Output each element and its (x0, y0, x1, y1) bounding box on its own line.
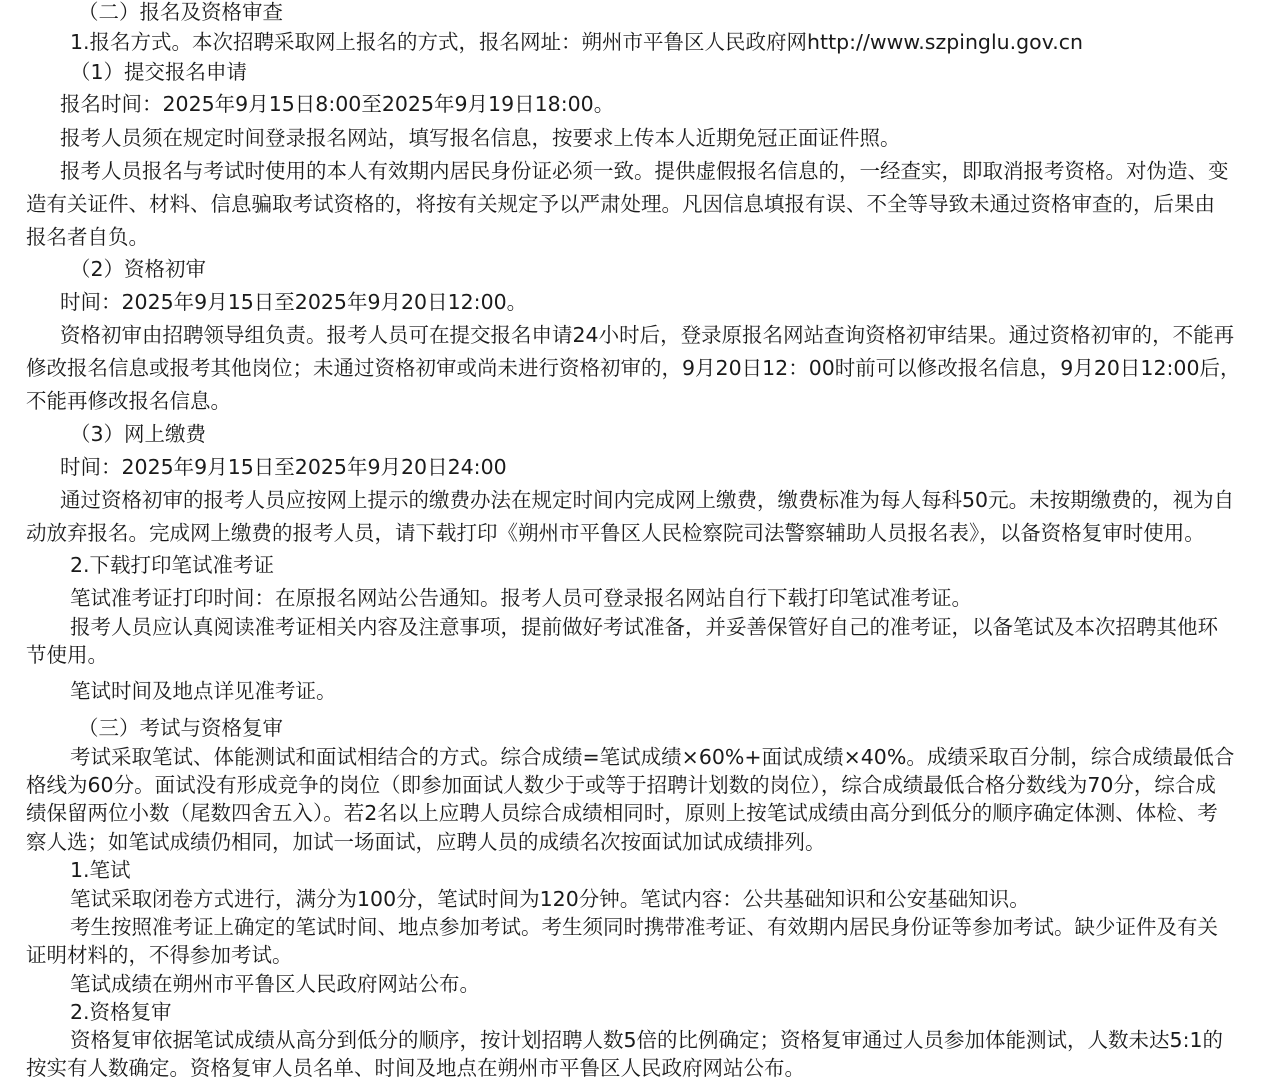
text-line: 修改报名信息或报考其他岗位；未通过资格初审或尚未进行资格初审的，9月20日12：00时前可以修改报名信息，9月20日12:00后， (26, 356, 1241, 380)
text-line: 资格复审依据笔试成绩从高分到低分的顺序，按计划招聘人数5倍的比例确定；资格复审通过人员参加体能测试，人数未达5:1的 (70, 1028, 1224, 1052)
text-line: 节使用。 (26, 643, 108, 667)
text-line: 1.报名方式。本次招聘采取网上报名的方式，报名网址：朔州市平鲁区人民政府网http://www.szpinglu.gov.cn (70, 30, 1084, 54)
text-line: 时间：2025年9月15日至2025年9月20日12:00。 (60, 290, 528, 314)
subsection-heading: 2.资格复审 (70, 1000, 172, 1024)
text-line: 报考人员须在规定时间登录报名网站，填写报名信息，按要求上传本人近期免冠正面证件照。 (60, 126, 901, 150)
text-line: 造有关证件、材料、信息骗取考试资格的，将按有关规定予以严肃处理。凡因信息填报有误、不全等导致未通过资格审查的，后果由 (26, 192, 1215, 216)
text-line: 察人选；如笔试成绩仍相同，加试一场面试，应聘人员的成绩名次按面试加试成绩排列。 (26, 830, 826, 854)
subsection-heading: （1）提交报名申请 (70, 60, 248, 84)
text-line: 笔试采取闭卷方式进行，满分为100分，笔试时间为120分钟。笔试内容：公共基础知识和公安基础知识。 (70, 887, 1030, 911)
text-line: 笔试准考证打印时间：在原报名网站公告通知。报考人员可登录报名网站自行下载打印笔试准考证。 (70, 586, 972, 610)
text-line: 报考人员报名与考试时使用的本人有效期内居民身份证必须一致。提供虚假报名信息的，一经查实，即取消报考资格。对伪造、变 (60, 159, 1229, 183)
section-heading-exam: （三）考试与资格复审 (78, 716, 283, 740)
text-line: 报名时间：2025年9月15日8:00至2025年9月19日18:00。 (60, 92, 615, 116)
text-line: 证明材料的，不得参加考试。 (26, 943, 293, 967)
text-line: 考生按照准考证上确定的笔试时间、地点参加考试。考生须同时携带准考证、有效期内居民身份证等参加考试。缺少证件及有关 (70, 915, 1218, 939)
text-line: 时间：2025年9月15日至2025年9月20日24:00 (60, 455, 507, 479)
text-line: 不能再修改报名信息。 (26, 389, 231, 413)
text-line: 通过资格初审的报考人员应按网上提示的缴费办法在规定时间内完成网上缴费，缴费标准为每人每科50元。未按期缴费的，视为自 (60, 488, 1235, 512)
text-line: 格线为60分。面试没有形成竞争的岗位（即参加面试人数少于或等于招聘计划数的岗位），综合成绩最低合格分数线为70分，综合成 (26, 773, 1216, 797)
text-line: 笔试时间及地点详见准考证。 (70, 679, 337, 703)
text-line: 报名者自负。 (26, 225, 149, 249)
subsection-heading: （3）网上缴费 (70, 422, 207, 446)
text-line: 考试采取笔试、体能测试和面试相结合的方式。综合成绩=笔试成绩×60%+面试成绩×40%。成绩采取百分制，综合成绩最低合 (70, 745, 1235, 769)
text-line: 绩保留两位小数（尾数四舍五入）。若2名以上应聘人员综合成绩相同时，原则上按笔试成绩由高分到低分的顺序确定体测、体检、考 (26, 801, 1218, 825)
subsection-heading: 2.下载打印笔试准考证 (70, 553, 275, 577)
text-line: 资格初审由招聘领导组负责。报考人员可在提交报名申请24小时后，登录原报名网站查询资格初审结果。通过资格初审的，不能再 (60, 323, 1235, 347)
text-line: 动放弃报名。完成网上缴费的报考人员，请下载打印《朔州市平鲁区人民检察院司法警察辅助人员报名表》，以备资格复审时使用。 (26, 521, 1205, 545)
text-line: 按实有人数确定。资格复审人员名单、时间及地点在朔州市平鲁区人民政府网站公布。 (26, 1056, 805, 1080)
subsection-heading: （2）资格初审 (70, 257, 207, 281)
text-line: 笔试成绩在朔州市平鲁区人民政府网站公布。 (70, 972, 480, 996)
text-line: 报考人员应认真阅读准考证相关内容及注意事项，提前做好考试准备，并妥善保管好自己的准考证，以备笔试及本次招聘其他环 (70, 615, 1218, 639)
section-heading-registration: （二）报名及资格审查 (78, 0, 283, 24)
subsection-heading: 1.笔试 (70, 858, 131, 882)
